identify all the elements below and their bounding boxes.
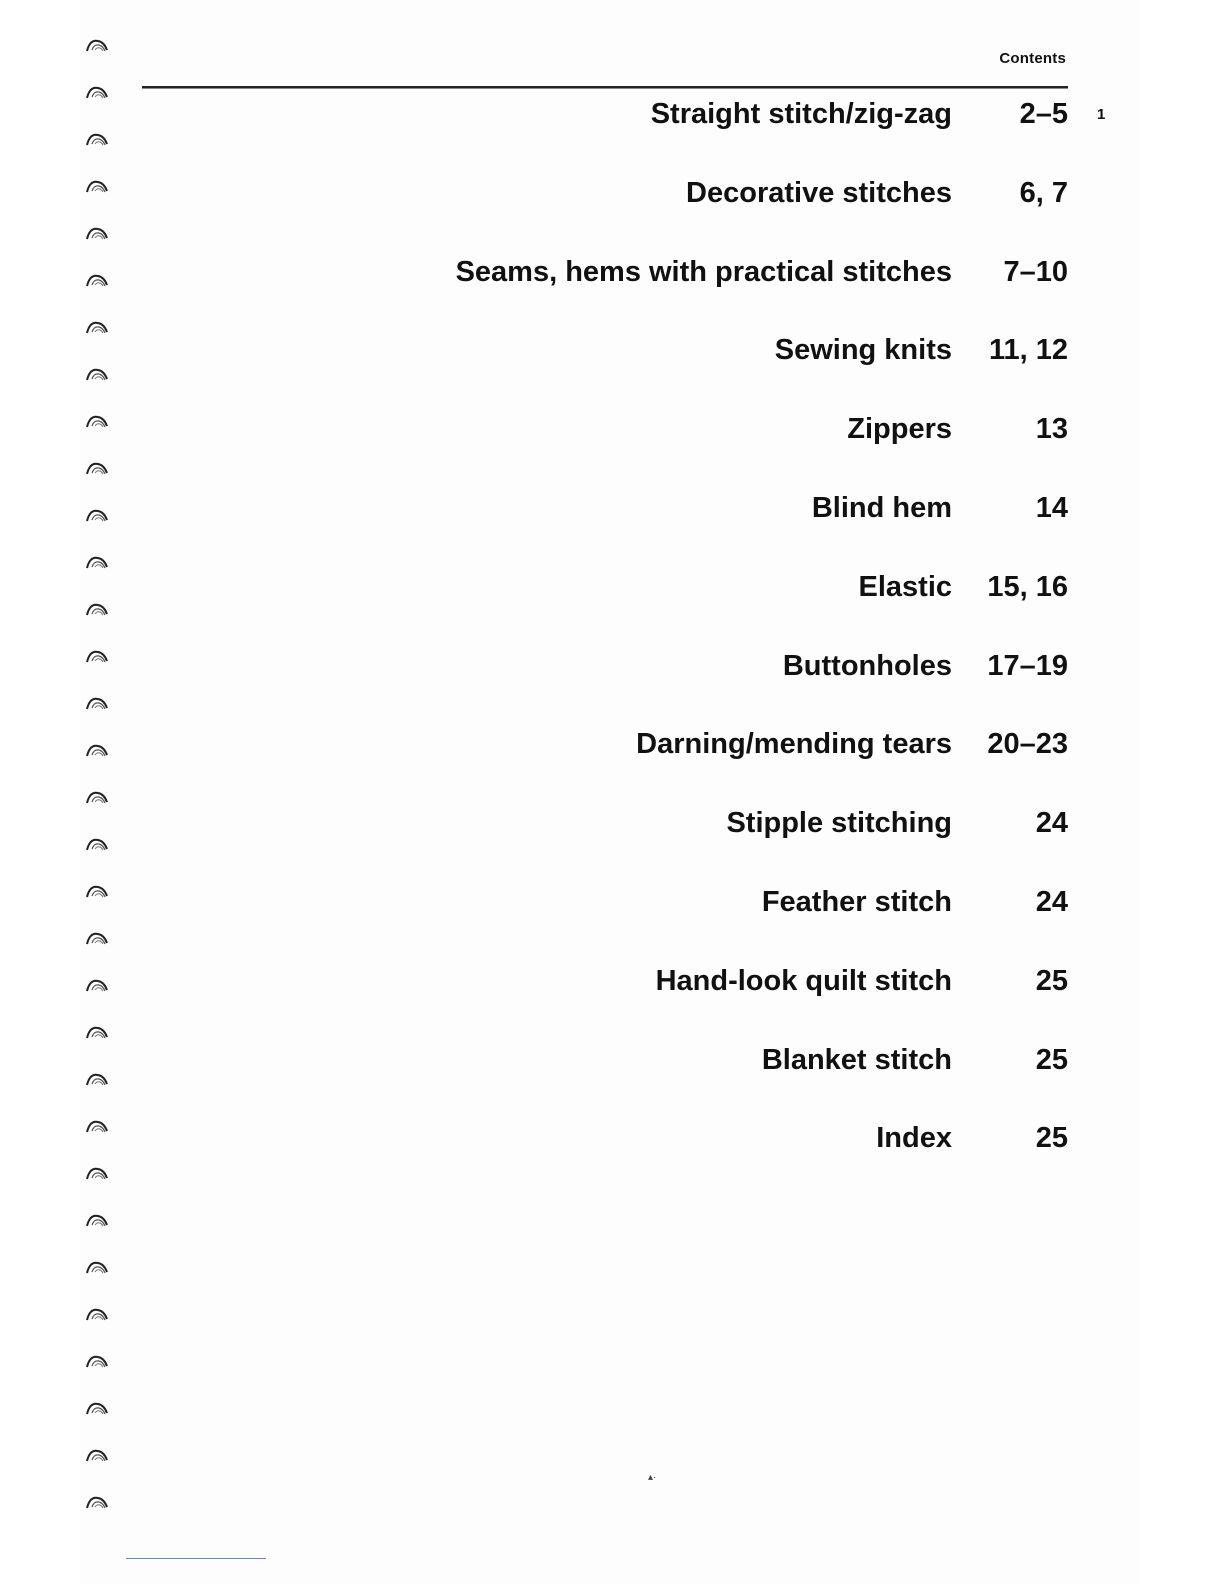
toc-entry-pages: 25	[1035, 1043, 1068, 1076]
toc-entry	[400, 334, 1068, 413]
spiral-ring-icon	[84, 128, 110, 152]
running-head: Contents	[999, 50, 1066, 67]
toc-entry	[400, 492, 1068, 571]
spiral-ring-icon	[84, 739, 110, 763]
spiral-ring-icon	[84, 927, 110, 951]
spiral-ring-icon	[84, 974, 110, 998]
toc-entry-pages: 24	[1035, 885, 1068, 918]
spiral-ring-icon	[84, 833, 110, 857]
spiral-ring-icon	[84, 34, 110, 58]
spiral-ring-icon	[84, 551, 110, 575]
toc-entry-title: Stipple stitching	[726, 807, 952, 840]
spiral-ring-icon	[84, 222, 110, 246]
toc-entry	[400, 965, 1068, 1044]
toc-entry-pages: 7–10	[1003, 255, 1068, 288]
toc-entry-pages: 25	[1035, 1122, 1068, 1155]
spiral-ring-icon	[84, 457, 110, 481]
spiral-ring-icon	[84, 1115, 110, 1139]
toc-entry-pages: 11, 12	[988, 334, 1068, 367]
toc-entry-title: Index	[876, 1122, 952, 1155]
toc-entry-title: Buttonholes	[782, 649, 952, 682]
toc-entry-title: Seams, hems with practical stitches	[455, 255, 952, 288]
toc-entry-pages: 17–19	[987, 649, 1068, 682]
toc-entry-title: Decorative stitches	[686, 176, 952, 209]
spiral-ring-icon	[84, 1444, 110, 1468]
toc-entry	[400, 413, 1068, 492]
toc-entry	[400, 177, 1068, 256]
toc-entry	[400, 650, 1068, 729]
spiral-ring-icon	[84, 1350, 110, 1374]
toc-entry-pages: 24	[1035, 807, 1068, 840]
spiral-ring-icon	[84, 81, 110, 105]
toc-entry	[400, 571, 1068, 650]
table-of-contents	[400, 98, 1068, 1201]
toc-entry-pages: 15, 16	[987, 570, 1068, 603]
spiral-ring-icon	[84, 504, 110, 528]
toc-entry	[400, 886, 1068, 965]
spiral-ring-icon	[84, 1491, 110, 1515]
spiral-ring-icon	[84, 1021, 110, 1045]
spiral-ring-icon	[84, 1303, 110, 1327]
scan-speck: ▴·	[648, 1472, 657, 1483]
toc-entry-title: Blanket stitch	[761, 1043, 952, 1076]
toc-entry-title: Darning/mending tears	[636, 728, 952, 761]
spiral-ring-icon	[84, 880, 110, 904]
toc-entry-title: Sewing knits	[774, 334, 952, 367]
toc-entry-title: Straight stitch/zig-zag	[650, 98, 952, 130]
toc-entry-title: Hand-look quilt stitch	[655, 964, 952, 997]
page-number: 1	[1097, 106, 1106, 123]
toc-entry-pages: 13	[1035, 413, 1068, 446]
spiral-ring-icon	[84, 363, 110, 387]
toc-entry-title: Elastic	[858, 570, 952, 603]
toc-entry-pages: 2–5	[1019, 98, 1068, 130]
toc-entry	[400, 98, 1068, 177]
spiral-ring-icon	[84, 410, 110, 434]
toc-entry	[400, 728, 1068, 807]
header-rule	[142, 86, 1068, 89]
spiral-ring-icon	[84, 692, 110, 716]
toc-entry	[400, 256, 1068, 335]
toc-entry-pages: 14	[1035, 491, 1068, 524]
spiral-ring-icon	[84, 1209, 110, 1233]
toc-entry	[400, 1044, 1068, 1123]
spiral-ring-icon	[84, 316, 110, 340]
toc-entry-pages: 6, 7	[1019, 176, 1068, 209]
spiral-ring-icon	[84, 1256, 110, 1280]
toc-entry	[400, 1122, 1068, 1201]
toc-entry-title: Blind hem	[811, 491, 952, 524]
spiral-ring-icon	[84, 598, 110, 622]
spiral-ring-icon	[84, 645, 110, 669]
toc-entry-title: Zippers	[847, 413, 952, 446]
spiral-ring-icon	[84, 1397, 110, 1421]
toc-entry-pages: 20–23	[987, 728, 1068, 761]
toc-entry-pages: 25	[1035, 964, 1068, 997]
spiral-ring-icon	[84, 786, 110, 810]
spiral-ring-icon	[84, 1068, 110, 1092]
toc-entry-title: Feather stitch	[761, 885, 952, 918]
spiral-ring-icon	[84, 1162, 110, 1186]
spiral-ring-icon	[84, 175, 110, 199]
toc-entry	[400, 807, 1068, 886]
bottom-line	[126, 1558, 266, 1559]
spiral-binding	[84, 34, 110, 1534]
spiral-ring-icon	[84, 269, 110, 293]
